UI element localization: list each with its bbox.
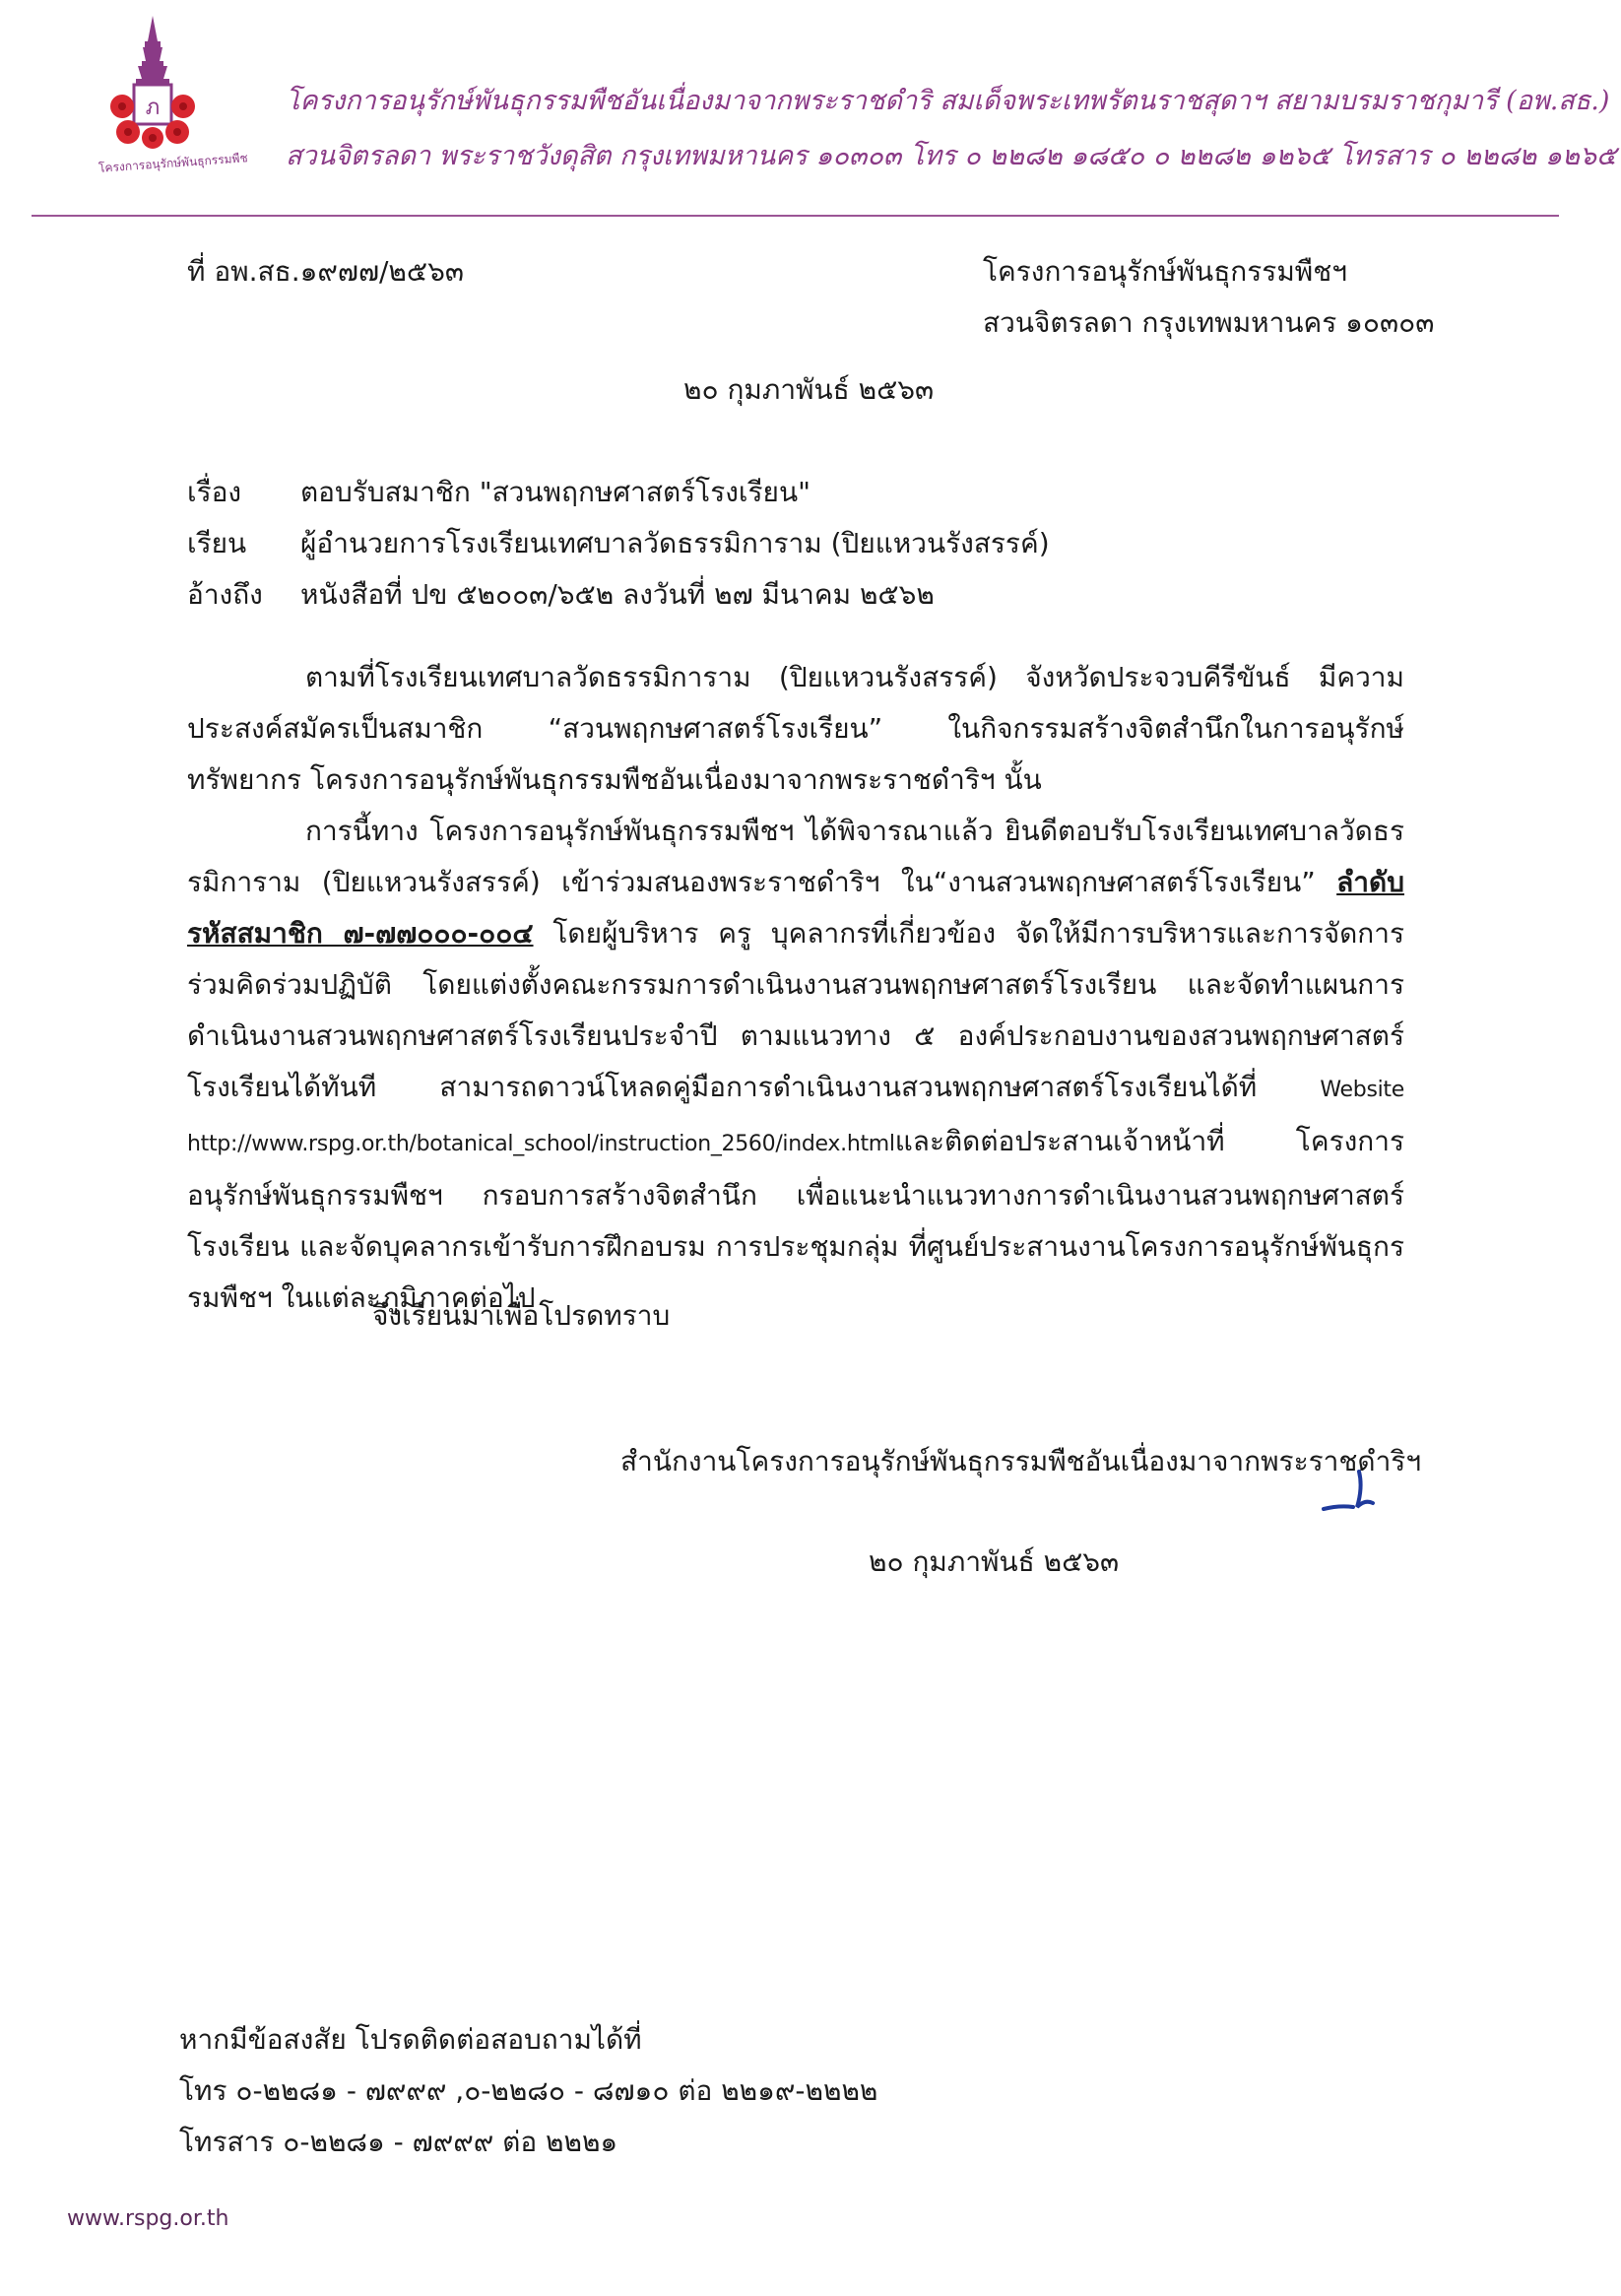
- reference-value: หนังสือที่ ปข ๕๒๐๐๓/๖๕๒ ลงวันที่ ๒๗ มีนาคม ๒๕๖๒: [300, 578, 935, 611]
- signature-date: ๒๐ กุมภาพันธ์ ๒๕๖๓: [869, 1545, 1120, 1578]
- letterhead-line-2: สวนจิตรลดา พระราชวังดุสิต กรุงเทพมหานคร ๑๐๓๐๓ โทร ๐ ๒๒๘๒ ๑๘๕๐ ๐ ๒๒๘๒ ๑๒๖๕ โทรสาร ๐ ๒๒๘๒ ๑๒๖๕: [286, 141, 1617, 171]
- logo: [97, 12, 249, 189]
- subject-value: ตอบรับสมาชิก "สวนพฤกษศาสตร์โรงเรียน": [300, 476, 810, 508]
- reference-number: ที่ อพ.สธ.๑๙๗๗/๒๕๖๓: [187, 255, 464, 288]
- sender-address-line-1: โครงการอนุรักษ์พันธุกรรมพืชฯ: [983, 255, 1347, 288]
- letterhead-line-1: โครงการอนุรักษ์พันธุกรรมพืชอันเนื่องมาจากพระราชดำริ สมเด็จพระเทพรัตนราชสุดาฯ สยามบรมราชกุมารี (อพ.สธ.): [286, 86, 1610, 116]
- signatory: สำนักงานโครงการอนุรักษ์พันธุกรรมพืชอันเนื่องมาจากพระราชดำริฯ: [620, 1445, 1422, 1477]
- signature: [1320, 1464, 1398, 1523]
- body-paragraph-2: [187, 806, 1404, 1324]
- reference-label: อ้างถึง: [187, 578, 263, 611]
- sender-address-line-2: สวนจิตรลดา กรุงเทพมหานคร ๑๐๓๐๓: [983, 306, 1435, 339]
- body-paragraph-2a: การนี้ทาง โครงการอนุรักษ์พันธุกรรมพืชฯ ได้พิจารณาแล้ว ยินดีตอบรับโรงเรียนเทศบาลวัดธรรมิการาม (ปิยแหวนรังสรรค์) เข้าร่วมสนองพระราชดำริฯ ใน“งานสวนพฤกษศาสตร์โรงเรียน”: [187, 815, 1404, 898]
- signature-scribble-icon: [1320, 1464, 1398, 1523]
- header-divider: [32, 215, 1559, 217]
- contact-phone: โทร ๐-๒๒๘๑ - ๗๙๙๙ ,๐-๒๒๘๐ - ๘๗๑๐ ต่อ ๒๒๑๙-๒๒๒๒: [179, 2074, 878, 2107]
- body-paragraph-2b: โดยผู้บริหาร ครู บุคลากรที่เกี่ยวข้อง จัดให้มีการบริหารและการจัดการ ร่วมคิดร่วมปฏิบัติ โดยแต่งตั้งคณะกรรมการดำเนินงานสวนพฤกษศาสตร์โรงเรียน และจัดทำแผนการดำเนินงานสวนพฤกษศาสตร์โรงเรียนประจำปี ตามแนวทาง ๕ องค์ประกอบงานของสวนพฤกษศาสตร์โรงเรียนได้ทันที สามารถดาวน์โหลดคู่มือการดำเนินงานสวนพฤกษศาสตร์โรงเรียนได้ที่: [187, 917, 1405, 1103]
- closing-line: จึงเรียนมาเพื่อโปรดทราบ: [372, 1299, 671, 1332]
- body-paragraph-1: ตามที่โรงเรียนเทศบาลวัดธรรมิการาม (ปิยแหวนรังสรรค์) จังหวัดประจวบคีรีขันธ์ มีความประสงค์สมัครเป็นสมาชิก “สวนพฤกษศาสตร์โรงเรียน” ในกิจกรรมสร้างจิตสำนึกในการอนุรักษ์ทรัพยากร โครงการอนุรักษ์พันธุกรรมพืชอันเนื่องมาจากพระราชดำริฯ นั้น: [187, 661, 1404, 796]
- letter-body: [187, 652, 1404, 1324]
- svg-text:ภ: ภ: [145, 96, 161, 120]
- manual-link[interactable]: Website http://www.rspg.or.th/botanical_school/instruction_2560/index.html: [187, 1078, 1404, 1156]
- letter-date: ๒๐ กุมภาพันธ์ ๒๕๖๓: [683, 373, 935, 406]
- logo-text: โครงการอนุรักษ์พันธุกรรมพืช: [97, 151, 249, 175]
- recipient-value: ผู้อำนวยการโรงเรียนเทศบาลวัดธรรมิการาม (ปิยแหวนรังสรรค์): [300, 527, 1050, 559]
- member-code: ลำดับรหัสสมาชิก ๗-๗๗๐๐๐-๐๐๔: [187, 866, 1404, 950]
- body-paragraph-2c: และติดต่อประสานเจ้าหน้าที่ โครงการอนุรักษ์พันธุกรรมพืชฯ กรอบการสร้างจิตสำนึก เพื่อแนะนำแนวทางการดำเนินงานสวนพฤกษศาสตร์โรงเรียน และจัดบุคลากรเข้ารับการฝึกอบรม การประชุมกลุ่ม ที่ศูนย์ประสานงานโครงการอนุรักษ์พันธุกรรมพืชฯ ในแต่ละภูมิภาคต่อไป: [187, 1125, 1404, 1314]
- subject-label: เรื่อง: [187, 476, 242, 508]
- subject-row: [187, 467, 810, 518]
- contact-fax: โทรสาร ๐-๒๒๘๑ - ๗๙๙๙ ต่อ ๒๒๒๑: [179, 2126, 618, 2158]
- footer-website[interactable]: www.rspg.or.th: [67, 2206, 229, 2231]
- recipient-label: เรียน: [187, 527, 247, 559]
- recipient-row: [187, 518, 1050, 569]
- contact-heading: หากมีข้อสงสัย โปรดติดต่อสอบถามได้ที่: [179, 2023, 642, 2056]
- reference-row: [187, 569, 935, 621]
